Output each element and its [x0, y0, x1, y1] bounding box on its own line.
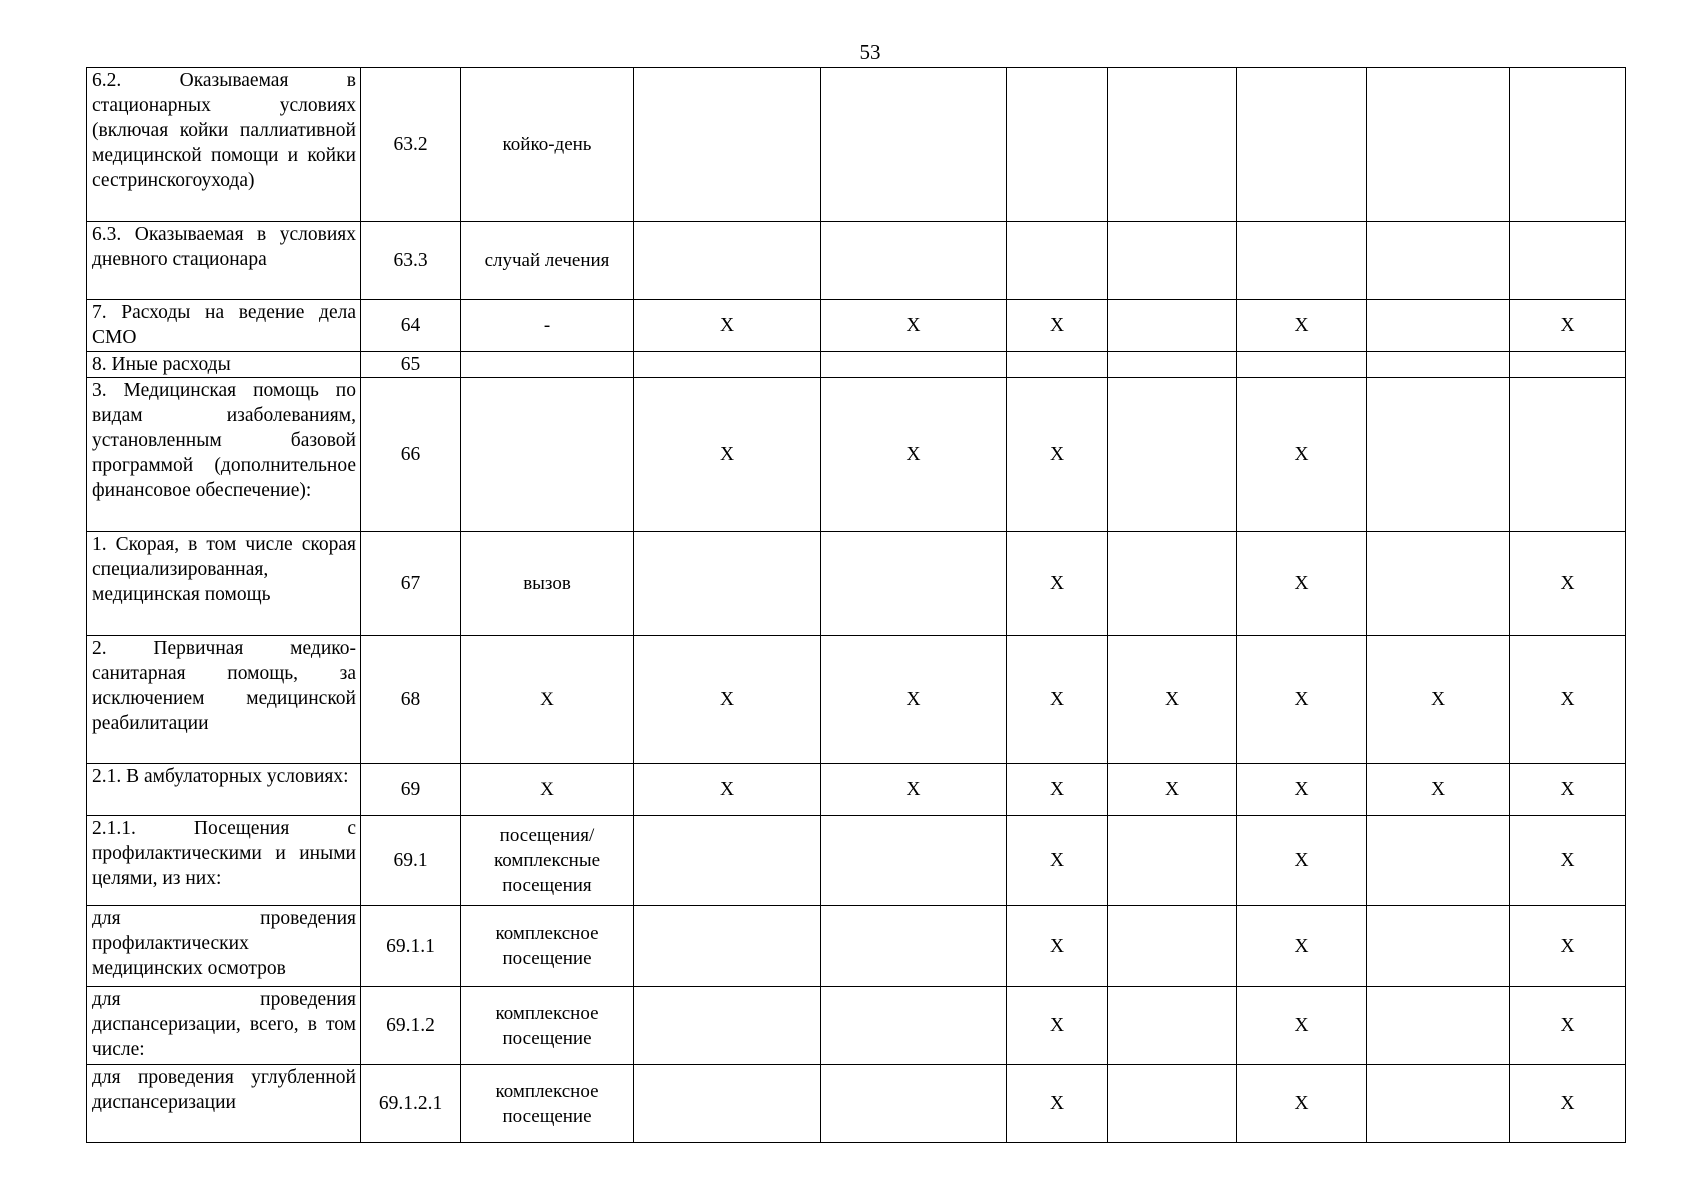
table-row — [87, 532, 1626, 636]
table-cell — [821, 352, 1007, 378]
table-cell — [821, 532, 1007, 636]
table-cell — [634, 222, 821, 300]
table-row — [87, 68, 1626, 222]
table-cell — [1367, 532, 1510, 636]
row-unit: случай лечения — [461, 222, 634, 300]
table-row — [87, 378, 1626, 532]
table-cell: X — [1007, 378, 1108, 532]
table-cell: X — [1367, 636, 1510, 764]
table-cell: X — [1237, 532, 1367, 636]
table-cell — [1367, 352, 1510, 378]
table-cell — [1367, 1065, 1510, 1143]
row-unit: комплексное посещение — [461, 1065, 634, 1143]
table-cell: X — [1510, 987, 1626, 1065]
row-code: 67 — [361, 532, 461, 636]
row-code: 69.1.2.1 — [361, 1065, 461, 1143]
row-name: 3. Медицинская помощь по видам изаболеваниям, установленным базовой программой (дополнительное финансовое обеспечение): — [87, 378, 361, 532]
row-code: 69.1.1 — [361, 906, 461, 987]
table-cell: X — [634, 378, 821, 532]
row-code: 66 — [361, 378, 461, 532]
table-cell: X — [1510, 764, 1626, 816]
table-cell — [1367, 222, 1510, 300]
table-cell: X — [1237, 764, 1367, 816]
table-cell — [1237, 352, 1367, 378]
row-name: 1. Скорая, в том числе скорая специализированная, медицинская помощь — [87, 532, 361, 636]
table-cell: X — [821, 300, 1007, 352]
table-cell — [1108, 222, 1237, 300]
table-cell — [1108, 816, 1237, 906]
table-cell — [1108, 532, 1237, 636]
row-unit — [461, 352, 634, 378]
table-cell — [1108, 987, 1237, 1065]
table-cell — [1007, 68, 1108, 222]
table-cell — [1510, 222, 1626, 300]
table-row — [87, 300, 1626, 352]
table-row — [87, 764, 1626, 816]
table-cell: X — [1367, 764, 1510, 816]
table-cell: X — [1237, 906, 1367, 987]
table-cell: X — [1237, 378, 1367, 532]
row-name: 7. Расходы на ведение дела СМО — [87, 300, 361, 352]
row-unit: - — [461, 300, 634, 352]
table-cell — [821, 816, 1007, 906]
row-unit: X — [461, 764, 634, 816]
row-name: 2.1. В амбулаторных условиях: — [87, 764, 361, 816]
table-cell — [1007, 222, 1108, 300]
table-cell — [1367, 987, 1510, 1065]
table-cell — [821, 1065, 1007, 1143]
table-cell: X — [1007, 906, 1108, 987]
table-cell — [1510, 352, 1626, 378]
table-cell — [634, 816, 821, 906]
row-name: 8. Иные расходы — [87, 352, 361, 378]
table-cell: X — [1510, 532, 1626, 636]
row-name: 6.2. Оказываемая в стационарных условиях (включая койки паллиативной медицинской помощи и койки сестринскогоухода) — [87, 68, 361, 222]
table-cell: X — [1108, 764, 1237, 816]
row-code: 64 — [361, 300, 461, 352]
table-cell — [634, 68, 821, 222]
table-cell: X — [1510, 906, 1626, 987]
table-cell: X — [1007, 987, 1108, 1065]
row-name: для проведения профилактических медицинских осмотров — [87, 906, 361, 987]
table-cell — [821, 68, 1007, 222]
row-code: 69.1.2 — [361, 987, 461, 1065]
table-cell — [1367, 816, 1510, 906]
table-row — [87, 1065, 1626, 1143]
row-code: 69 — [361, 764, 461, 816]
table-row — [87, 222, 1626, 300]
table-cell: X — [1510, 300, 1626, 352]
table-row — [87, 352, 1626, 378]
table-cell — [821, 987, 1007, 1065]
table-cell — [1108, 352, 1237, 378]
data-table — [86, 67, 1626, 1143]
table-cell: X — [1007, 636, 1108, 764]
row-code: 68 — [361, 636, 461, 764]
table-cell: X — [1007, 1065, 1108, 1143]
row-unit: комплексное посещение — [461, 906, 634, 987]
row-code: 65 — [361, 352, 461, 378]
table-cell — [821, 906, 1007, 987]
row-name: для проведения углубленной диспансеризации — [87, 1065, 361, 1143]
table-cell: X — [1510, 1065, 1626, 1143]
row-name: 2.1.1. Посещения с профилактическими и иными целями, из них: — [87, 816, 361, 906]
table-cell — [1367, 68, 1510, 222]
table-cell — [1367, 378, 1510, 532]
table-cell — [634, 352, 821, 378]
table-cell: X — [821, 764, 1007, 816]
table-row — [87, 816, 1626, 906]
table-cell: X — [634, 764, 821, 816]
table-cell: X — [1007, 532, 1108, 636]
table-cell — [634, 1065, 821, 1143]
row-code: 63.3 — [361, 222, 461, 300]
table-cell: X — [1108, 636, 1237, 764]
table-cell — [1237, 222, 1367, 300]
row-code: 69.1 — [361, 816, 461, 906]
row-name: 2. Первичная медико-санитарная помощь, за исключением медицинской реабилитации — [87, 636, 361, 764]
page-number: 53 — [859, 40, 881, 64]
row-unit: комплексное посещение — [461, 987, 634, 1065]
table-cell — [1108, 1065, 1237, 1143]
row-unit: койко-день — [461, 68, 634, 222]
table-cell — [634, 987, 821, 1065]
table-cell — [821, 222, 1007, 300]
table-cell: X — [1007, 816, 1108, 906]
table-cell: X — [1237, 816, 1367, 906]
row-name: 6.3. Оказываемая в условиях дневного стационара — [87, 222, 361, 300]
table-row — [87, 636, 1626, 764]
table-cell — [1108, 906, 1237, 987]
table-row — [87, 987, 1626, 1065]
row-code: 63.2 — [361, 68, 461, 222]
table-cell: X — [1007, 300, 1108, 352]
table-cell — [1510, 378, 1626, 532]
table-cell — [1367, 300, 1510, 352]
table-cell — [1237, 68, 1367, 222]
table-row — [87, 906, 1626, 987]
table-cell — [634, 532, 821, 636]
table-cell — [1108, 300, 1237, 352]
table-cell — [1108, 378, 1237, 532]
table-cell: X — [821, 636, 1007, 764]
table-cell: X — [1510, 636, 1626, 764]
row-unit: посещения/ комплексные посещения — [461, 816, 634, 906]
table-cell: X — [821, 378, 1007, 532]
table-cell: X — [634, 636, 821, 764]
table-cell — [1108, 68, 1237, 222]
table-cell: X — [1237, 987, 1367, 1065]
row-unit — [461, 378, 634, 532]
table-cell: X — [1237, 1065, 1367, 1143]
table-cell: X — [1007, 764, 1108, 816]
table-cell: X — [1510, 816, 1626, 906]
table-cell: X — [634, 300, 821, 352]
row-name: для проведения диспансеризации, всего, в том числе: — [87, 987, 361, 1065]
table-cell — [1510, 68, 1626, 222]
row-unit: X — [461, 636, 634, 764]
table-cell: X — [1237, 636, 1367, 764]
table-cell — [634, 906, 821, 987]
row-unit: вызов — [461, 532, 634, 636]
table-cell — [1367, 906, 1510, 987]
table-cell: X — [1237, 300, 1367, 352]
table-cell — [1007, 352, 1108, 378]
